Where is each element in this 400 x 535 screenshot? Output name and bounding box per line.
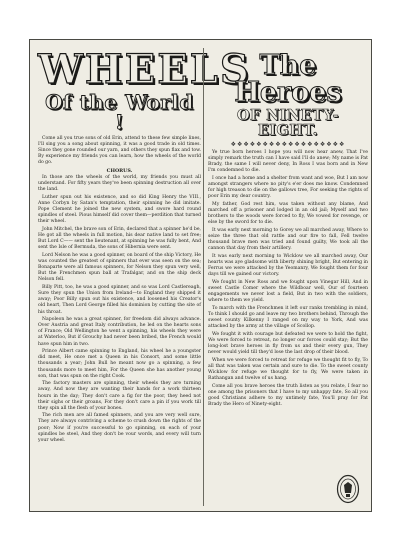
- heroes-verse: We fought in New Ross and we fought upon Vinegar Hill, And in sweet Castle Comer where the Wildboar well, Our of fourteen engagements we never lost a field, But in two with the soldiers, where to them we yield.: [208, 279, 368, 304]
- wheels-subtitle: Of the World !: [45, 90, 194, 134]
- heroes-verse: It was early next morning to Gorey we all marched away, Where to seize the three that old rattle and our fire to fall, Fell twelve thousand brave men was tried and found guilty, We took all the cannon that day from their artillery.: [208, 227, 368, 252]
- right-column: [208, 44, 368, 410]
- column-divider: [203, 48, 204, 506]
- heroes-verse: It was early next morning to Wicklow we all marched away, Our hearts was aye gladsome with liberty shining bright, But entering in Ferrus we were attacked by the Yeomanry, We fought them for four days till we gained our victory.: [208, 253, 368, 278]
- wheels-verse: The rich men are all famed spinners, and you are very well sure, They are always contriving a scheme to crush down the rights of the poor; Now if you're successful to go spinning, on each of your spindles be steel, And they don't be vour words, and every will turn your wheel.: [38, 413, 201, 443]
- wheels-title: WHEELS: [38, 46, 251, 93]
- heroes-verse: I once had a home and a shelter from want and woe, But I am now amongst strangers where no pity's e'er does me know. Condemned for high treason to die on the gallows tree, For seeking the rights of poor Erin my dear country.: [208, 175, 368, 200]
- left-column: [38, 44, 251, 445]
- heroes-body: [208, 150, 368, 408]
- chorus-label: CHORUS.: [106, 168, 133, 175]
- wheels-verse: Luther spun out his existence, and so did King Henry the VIII., Anne Corbyn by Satan's temptation, their spinning he did imitate. Pope Clement he joined the new system, and swore hard round spindles of steel. Pious himself did cover them—perdition that turned their wheel.: [38, 195, 201, 225]
- broadside-sheet: [29, 39, 372, 512]
- heroes-verse: We fought it with courage but defeated we were to hold the fight, We were forced to retreat, no longer our forces could stay; But the long-lost brave heroes in fly from us and their every gun, They never would yield till they'd lose the last drop of their blood.: [208, 331, 368, 356]
- heroes-verse: When we were forced to retreat for refuge we thought fit to fly, To all that was taken was certain and sure to die. To the sweet county Wicklow for refuge we thought for to fly, We were taken in Rathangan and twelve of us hang.: [208, 357, 368, 382]
- wheels-verse: Billy Pitt, too, he was a good spinner, and so was Lord Castlereagh, Sure they spun the Union from Ireland—to England they shipped it away; Poor Billy spun out his existence, and loosened his Creator's old heart, Then Lord George filled his dominion by cutting the site of his throat.: [38, 285, 201, 315]
- heroes-verse: To march with the Frenchmen it left our ranks trembling in mind, To think I should go and leave my two brothers behind, Through the sweet county Kilkenny I ranged on my way to York, And was attacked by the army at the village of Scollop.: [208, 305, 368, 330]
- heroes-verse: My father, God rest him, was taken without any blame, And marched off a prisoner and lodged in an old jail; Myself and two brothers to the woods were forced to fly, We vowed for revenge, or else by the sword for to die.: [208, 201, 368, 226]
- heroes-title: The Heroes: [234, 50, 342, 108]
- wheels-verse: Lord Nelson he was a good spinner, on board of the ship Victory, He was counted the greatest of spinners that ever was seen on the sea; Bonaparte were all famous spinners, for Nelson they spun very well, But the Frenchmen spun ball at Trafalgar, and on the ship deck Nelson fell.: [38, 253, 201, 283]
- wheels-verse: Napoleon he was a great spinner, for freedom did always advance. Over Austria and great Italy contribution, he led on the hearts sons of France; Old Wellington he went a spinning, his wheels they were at Waterloo, But if Grouchy had never been bribed, the French would have spun him in two.: [38, 317, 201, 347]
- heroes-subtitle: OF NINETY-EIGHT.: [236, 107, 340, 139]
- wheels-verse: John Mitchel, the brave son of Erin, declared that a spinner he'd be, He got all the wheels in full motion, his dear native land to set free; But Lord C—— sent the lieutenant, at spinning he was fully bent, And sent the Isle of Bermuda, the sons of Hibernia were sent.: [38, 227, 201, 251]
- heroes-verse: Come all you brave heroes the truth listen as you relate, I fear no one among the prisoners that I have to my unhappy fate, So all you good Christians adhere to my untimely fate, You'll pray for Pat Brady the Hero of Ninety-eight.: [208, 383, 368, 407]
- wheels-body: [38, 136, 201, 444]
- heroes-verse: Ye true born heroes I hope you will now hear anew, That I've simply remark the truth can I have said I'll do anew; My name is Pat Brady, the same I will never deny, In Ross I was born and in New I'm condemned to die.: [208, 150, 368, 174]
- wheels-verse: Prince Albert came spinning to England, his wheel he a youngster did meet, He once met a Queen in his Consort, and some little thousands a year; John Bull he meant now go a spinning, a few thousands more to meet him, For the Queen she has another young son, that was spun on the right Cook.: [38, 349, 201, 379]
- wheels-verse: The factory masters are spinning, their wheels they are turning away, And now they are wanting their hands for a work thirteen hours in the day; They don't care a fig for the poor, they heed not their sighs or their groans, For they don't care a pin if you work till they spin all the flesh of your bones.: [38, 381, 201, 411]
- library-stamp-icon: [336, 474, 360, 504]
- ornament-rule: ❖❖❖❖❖❖❖❖❖❖❖❖❖❖❖❖❖❖: [230, 141, 346, 148]
- chorus-text: In those are the wheels of the world, my friends you must all understand. For fifty years they've been spinning destruction all over the land.: [38, 175, 201, 193]
- wheels-intro: Come all you true sons of old Erin, attend to these few simple lines, I'll sing you a song about spinning, it was a good trade in old times. Since they gone rounded our yarn, and others they spun flax and tow. By experience my friends you can learn, how the wheels of the world do go.: [38, 136, 201, 166]
